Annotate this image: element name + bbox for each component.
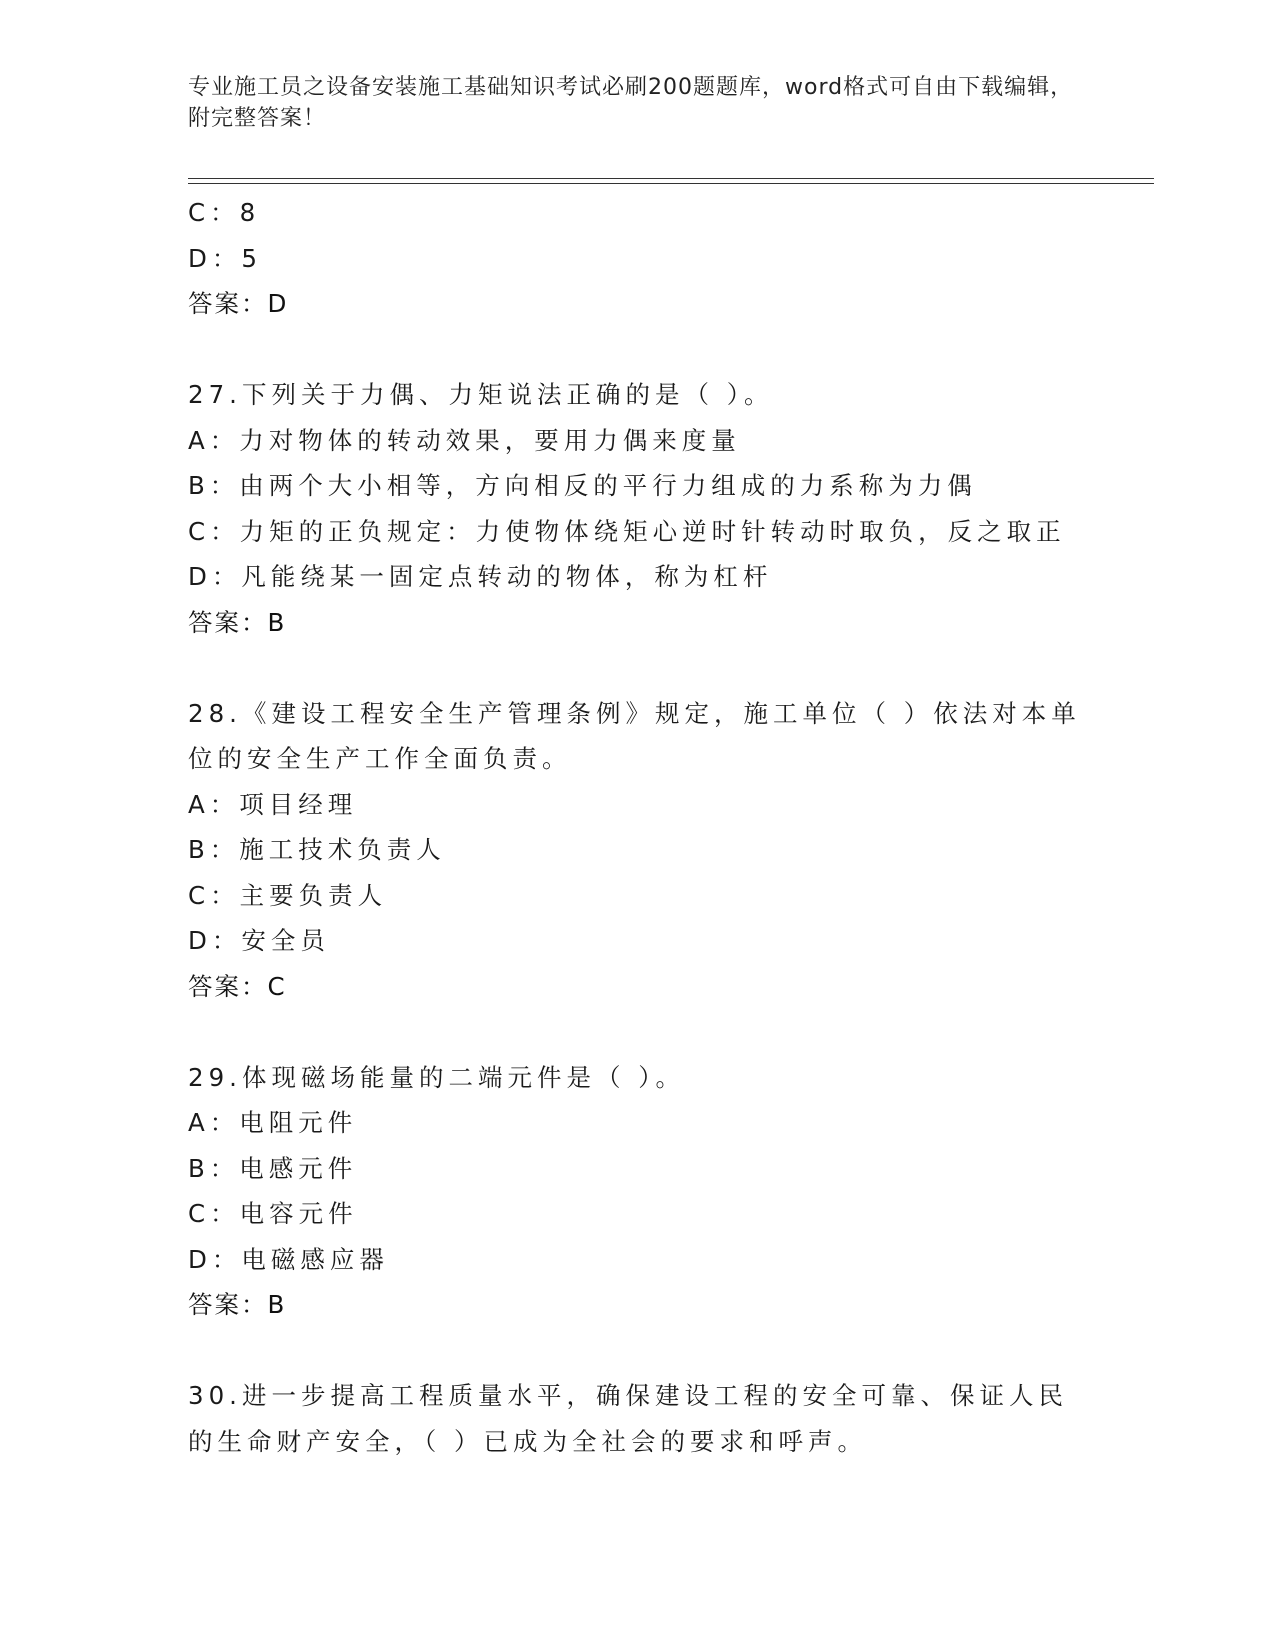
question-27 (188, 372, 1088, 645)
answer-line: 答案：B (188, 607, 287, 637)
answer-line: 答案：D (188, 289, 289, 318)
question-stem: 27.下列关于力偶、力矩说法正确的是（ ）。 (188, 380, 774, 409)
option-d: D：凡能绕某一固定点转动的物体，称为杠杆 (188, 562, 773, 591)
document-body (188, 190, 1088, 1464)
spacer (188, 327, 1088, 373)
previous-question-tail (188, 190, 1088, 327)
option-d: D：5 (188, 243, 262, 273)
question-28 (188, 691, 1088, 1010)
question-stem: 28.《建设工程安全生产管理条例》规定，施工单位（ ）依法对本单位的安全生产工作全面负责。 (188, 698, 1081, 773)
option-d: D：安全员 (188, 926, 330, 955)
spacer (188, 645, 1088, 691)
header-rule-top (188, 178, 1154, 179)
option-c: C：电容元件 (188, 1199, 358, 1228)
option-c: C：主要负责人 (188, 880, 388, 910)
question-30 (188, 1373, 1088, 1464)
option-c: C：8 (188, 198, 261, 227)
option-a: A：电阻元件 (188, 1108, 358, 1137)
question-stem: 30.进一步提高工程质量水平，确保建设工程的安全可靠、保证人民的生命财产安全，（ ）已成为全社会的要求和呼声。 (188, 1381, 1068, 1456)
answer-line: 答案：C (188, 971, 287, 1001)
option-c: C：力矩的正负规定：力使物体绕矩心逆时针转动时取负，反之取正 (188, 516, 1066, 546)
option-b: B：施工技术负责人 (188, 835, 446, 864)
option-d: D：电磁感应器 (188, 1244, 389, 1274)
option-b: B：电感元件 (188, 1153, 358, 1183)
option-a: A：力对物体的转动效果，要用力偶来度量 (188, 425, 741, 455)
document-header: 专业施工员之设备安装施工基础知识考试必刷200题题库，word格式可自由下载编辑，附完整答案！ (188, 75, 1074, 131)
header-rule-bottom (188, 183, 1154, 184)
question-29 (188, 1055, 1088, 1328)
spacer (188, 1328, 1088, 1374)
answer-line: 答案：B (188, 1290, 287, 1319)
question-stem: 29.体现磁场能量的二端元件是（ ）。 (188, 1062, 685, 1092)
option-a: A：项目经理 (188, 789, 358, 819)
spacer (188, 1009, 1088, 1055)
option-b: B：由两个大小相等，方向相反的平行力组成的力系称为力偶 (188, 471, 977, 500)
